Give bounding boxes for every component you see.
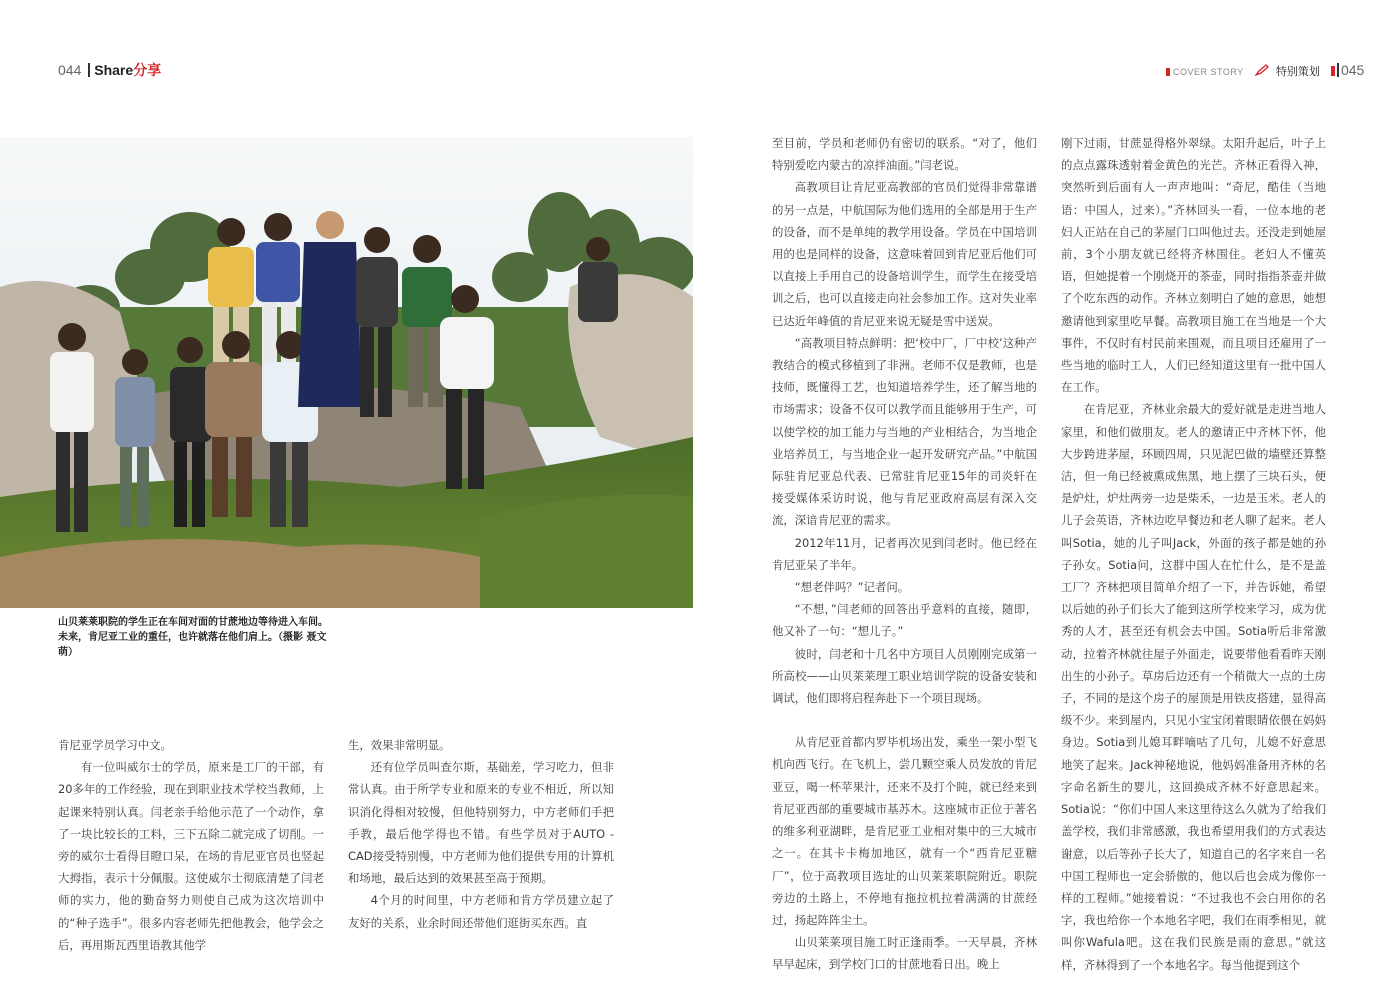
- right-page-number: 045: [1340, 62, 1365, 78]
- section-title: 特别策划: [1275, 65, 1320, 78]
- header-divider: [88, 63, 90, 77]
- paragraph: 4个月的时间里，中方老师和肯方学员建立起了友好的关系，业余时间还带他们逛街买东西。直: [348, 893, 614, 930]
- left-page-number: 044: [58, 62, 82, 78]
- paragraph: 彼时，闫老和十几名中方项目人员刚刚完成第一所高校——山贝莱莱理工职业培训学院的设备安装和调试，他们即将启程奔赴下一个项目现场。: [772, 646, 1037, 706]
- left-page-header: [58, 60, 161, 80]
- paragraph: 至目前，学员和老师仍有密切的联系。“对了，他们特别爱吃内蒙古的凉拌油面。”闫老说。: [772, 136, 1037, 173]
- article-column-1: [58, 734, 324, 956]
- paragraph: 山贝莱莱项目施工时正逢雨季。一天早晨，齐林早早起床，到学校门口的甘蔗地看日出。晚上: [772, 935, 1037, 972]
- article-column-2: [348, 734, 614, 934]
- paragraph: 刚下过雨，甘蔗显得格外翠绿。太阳升起后，叶子上的点点露珠透射着金黄色的光芒。齐林正看得入神，突然听到后面有人一声声地叫：“奇尼，酷佳（当地语：中国人，过来）。”齐林回头一看，一位本地的老妇人正站在自己的茅屋门口叫他过去。还没走到她屋前，3个小朋友就已经将齐林围住。老妇人不懂英语，但她提着一个刚烧开的茶壶，同时指指茶壶并做了个吃东西的动作。齐林立刻明白了她的意思，她想邀请他到家里吃早餐。高教项目施工在当地是一个大事件，不仅时有村民前来围观，而且项目还雇用了一些当地的临时工人，人们已经知道这里有一批中国人在工作。: [1061, 136, 1326, 395]
- paragraph: 2012年11月，记者再次见到闫老时。他已经在肯尼亚呆了半年。: [772, 535, 1037, 572]
- paragraph: 肯尼亚学员学习中文。: [58, 738, 172, 752]
- paragraph: “高教项目特点鲜明：把‘校中厂，厂中校’这种产教结合的模式移植到了非洲。老师不仅是教师，也是技师，既懂得工艺，也知道培养学生，还了解当地的市场需求；设备不仅可以教学而且能够用于生产，可以使学校的加工能力与当地的产业相结合，为当地企业培养员工，与当地企业一起开发研究产品。”中航国际驻肯尼亚总代表、已常驻肯尼亚15年的司炎轩在接受媒体采访时说，他与肯尼亚政府高层有深入交流，深谙肯尼亚的需求。: [772, 335, 1037, 528]
- paragraph: “不想，”闫老师的回答出乎意料的直接，随即，他又补了一句：“想儿子。”: [772, 602, 1037, 639]
- pen-icon: [1255, 64, 1269, 76]
- group-photo-illustration: [0, 137, 693, 608]
- paragraph: 有一位叫威尔士的学员，原来是工厂的干部，有20多年的工作经验，现在到职业技术学校当教师，上起课来特别认真。闫老亲手给他示范了一个动作，拿了一块比较长的工料，三下五除二就完成了切削。一旁的威尔士看得目瞪口呆，在场的肯尼亚官员也竖起大拇指，表示十分佩服。这使威尔士彻底清楚了闫老师的实力，他的勤奋努力则使自己成为这次培训中的“种子选手”。很多内容老师先把他教会，他学会之后，再用斯瓦西里语教其他学: [58, 760, 324, 952]
- right-page-header: [1166, 60, 1364, 79]
- paragraph: 生，效果非常明显。: [348, 738, 451, 752]
- photo-caption: 山贝莱莱职院的学生正在车间对面的甘蔗地边等待进入车间。未来，肯尼亚工业的重任，也许就落在他们肩上。（摄影 聂文萌）: [58, 617, 328, 658]
- brand-logo: Share分享: [94, 62, 162, 78]
- cover-story-label: COVER STORY: [1166, 67, 1244, 77]
- paragraph: “想老伴吗？”记者问。: [794, 580, 910, 595]
- paragraph: 还有位学员叫查尔斯，基础差，学习吃力，但非常认真。由于所学专业和原来的专业不相近，所以知识消化得相对较慢，但他特别努力，中方老师们手把手教，最后他学得也不错。有些学员对于AUTO - CAD接受特别慢，中方老师为他们提供专用的计算机和场地，最后达到的效果甚至高于预期。: [348, 760, 614, 886]
- group-photo: [0, 137, 693, 608]
- article-column-4: [1061, 132, 1326, 976]
- paragraph: 高教项目让肯尼亚高教部的官员们觉得非常靠谱的另一点是，中航国际为他们选用的全部是用于生产的设备，而不是单纯的教学用设备。学员在中国培训用的也是同样的设备，这意味着回到肯尼亚后他们可以直接上手用自己的设备培训学生，而学生在接受培训之后，也可以直接走向社会参加工作。这对失业率已达近年峰值的肯尼亚来说无疑是雪中送炭。: [772, 180, 1037, 328]
- paragraph: 在肯尼亚，齐林业余最大的爱好就是走进当地人家里，和他们做朋友。老人的邀请正中齐林下怀，他大步跨进茅屋，环顾四周，只见泥巴做的墙壁还算整洁，但一角已经被熏成焦黑，地上摆了三块石头，便是炉灶，炉灶两旁一边是柴禾，一边是玉米。老人的儿子会英语，齐林边吃早餐边和老人聊了起来。老人叫Sotia，她的儿子叫Jack，外面的孩子都是她的孙子孙女。Sotia问，这群中国人在忙什么，是不是盖工厂？齐林把项目简单介绍了一下，并告诉她，希望以后她的孙子们长大了能到这所学校来学习，成为优秀的人才，甚至还有机会去中国。Sotia听后非常激动，拉着齐林就往屋子外面走，说要带他看看昨天刚出生的小孙子。草房后边还有一个稍微大一点的土房子，不同的是这个房子的屋顶是用铁皮搭建，显得高级不少。来到屋内，只见小宝宝闭着眼睛依偎在妈妈身边。Sotia到儿媳耳畔嘀咕了几句，儿媳不好意思地笑了起来。Jack神秘地说，他妈妈准备用齐林的名字命名新生的婴儿，这回换成齐林不好意思起来。Sotia说：“你们中国人来这里待这么久就为了给我们盖学校，我们非常感激，我也希望用我们的方式表达谢意，以后等孙子长大了，知道自己的名字来自一名中国工程师也一定会骄傲的，他以后也会成为像你一样的工程师。”她接着说：“不过我也不会白用你的名字，我也给你一个本地名字吧，我们在雨季相见，就叫你Wafula吧。这在我们民族是雨的意思。”就这样，齐林得到了一个本地名字。每当他提到这个: [1061, 402, 1326, 972]
- article-column-3: [772, 132, 1037, 976]
- paragraph: 从肯尼亚首都内罗毕机场出发，乘坐一架小型飞机向西飞行。在飞机上，尝几颗空乘人员发放的肯尼亚豆，喝一杯苹果汁，还来不及打个盹，就已经来到肯尼亚西部的重要城市基苏木。这座城市正位于著名的维多利亚湖畔，是肯尼亚工业相对集中的三大城市之一。在其卡卡梅加地区，就有一个“西肯尼亚糖厂”，位于高教项目选址的山贝莱莱职院附近。职院旁边的土路上，不停地有拖拉机拉着满满的甘蔗经过，扬起阵阵尘土。: [772, 735, 1037, 927]
